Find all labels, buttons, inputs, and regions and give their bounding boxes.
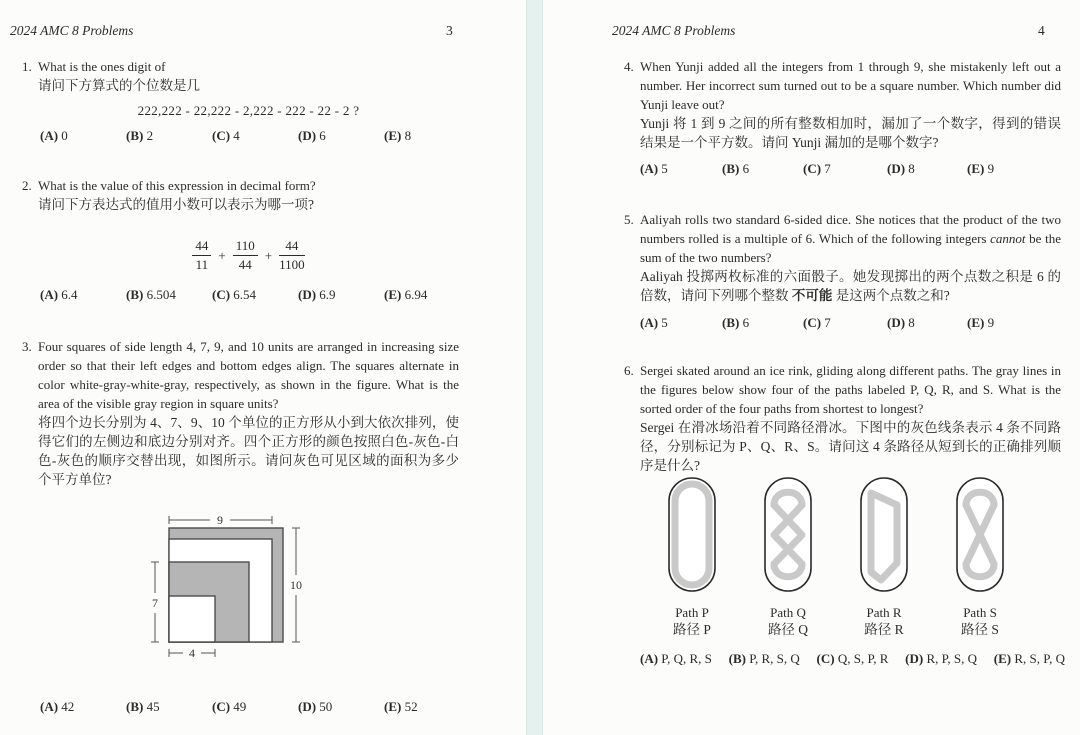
choice-e	[384, 697, 418, 716]
choice-label: (C)	[212, 287, 231, 302]
choice-value: 6.9	[319, 287, 336, 302]
choice-label: (D)	[298, 128, 317, 143]
denominator: 11	[195, 257, 209, 272]
choice-label: (C)	[803, 315, 822, 330]
numerator: 44	[192, 238, 211, 256]
rink-path-s-figure	[956, 477, 1004, 592]
choice-label: (D)	[298, 699, 317, 714]
dimension-label-left: 7	[152, 596, 158, 610]
plus-sign: +	[218, 248, 226, 263]
choice-value: R, P, S, Q	[926, 651, 978, 666]
rink-label-zh: 路径 P	[673, 622, 711, 637]
rink-label-en: Path P	[675, 605, 709, 620]
fraction-2	[233, 238, 258, 273]
problem-4-choices	[640, 159, 994, 178]
choice-b	[722, 313, 803, 332]
choice-value: 5	[661, 161, 668, 176]
choice-label: (C)	[816, 651, 835, 666]
text-zh-part: Aaliyah 投掷两枚标准的六面骰子。她发现掷出的两个点数之积是 6 的倍数，请问下列哪个整数	[640, 269, 1061, 303]
problem-5-choices	[640, 313, 994, 332]
problem-4-text-zh: Yunji 将 1 到 9 之间的所有整数相加时，漏加了一个数字，得到的错误结果是一个平方数。请问 Yunji 漏加的是哪个数字?	[640, 116, 1061, 150]
choice-value: 7	[824, 161, 831, 176]
choice-value: 6.54	[233, 287, 257, 302]
choice-e	[967, 159, 994, 178]
choice-label: (C)	[212, 699, 231, 714]
choice-label: (B)	[126, 699, 144, 714]
choice-value: 7	[824, 315, 831, 330]
choice-e	[967, 313, 994, 332]
problem-number: 2.	[22, 178, 32, 193]
nested-squares-figure	[130, 495, 320, 670]
rink-path-q	[748, 477, 828, 638]
choice-value: 42	[61, 699, 75, 714]
choice-label: (E)	[993, 651, 1012, 666]
choice-d	[887, 313, 967, 332]
page-header-title: 2024 AMC 8 Problems	[10, 23, 134, 38]
problem-6-choices	[640, 649, 1065, 668]
page-header-title: 2024 AMC 8 Problems	[612, 23, 736, 38]
choice-a	[640, 649, 712, 668]
rink-path-r-figure	[860, 477, 908, 592]
numerator: 44	[279, 238, 305, 256]
choice-c	[212, 697, 298, 716]
dimension-label-bottom: 4	[189, 646, 195, 660]
choice-label: (C)	[803, 161, 822, 176]
choice-label: (B)	[126, 287, 144, 302]
choice-label: (B)	[728, 651, 746, 666]
choice-value: 6	[742, 161, 750, 176]
problem-6-text-zh: Sergei 在滑冰场沿着不同路径滑冰。下图中的灰色线条表示 4 条不同路径，分别标记为 P、Q、R、S。请问这 4 条路径从短到长的正确排列顺序是什么?	[640, 420, 1061, 473]
problem-5-text-en	[640, 210, 1061, 267]
choice-d	[887, 159, 967, 178]
emphasized-word: cannot	[990, 231, 1026, 246]
choice-value: 6.504	[146, 287, 176, 302]
choice-label: (E)	[967, 161, 985, 176]
rink-path-p	[652, 477, 732, 638]
choice-label: (A)	[40, 128, 59, 143]
choice-a	[40, 697, 126, 716]
choice-value: 49	[233, 699, 247, 714]
dimension-label-right: 10	[290, 578, 302, 592]
choice-a	[40, 285, 126, 304]
choice-value: Q, S, P, R	[837, 651, 889, 666]
rink-label-zh: 路径 R	[864, 622, 904, 637]
rink-figures-row	[652, 477, 1020, 638]
problem-4-text-en: When Yunji added all the integers from 1 through 9, she mistakenly left out a number. Her incorrect sum turned out to be a square number. Which number did Yunji leave out?	[640, 59, 1061, 112]
rink-label-zh: 路径 Q	[767, 622, 809, 637]
problem-2-choices	[40, 285, 427, 304]
problem-6	[602, 361, 1080, 475]
choice-label: (D)	[298, 287, 317, 302]
choice-label: (B)	[722, 161, 740, 176]
fraction-3	[279, 238, 305, 273]
page-4	[602, 0, 1080, 735]
rink-path-q-figure	[764, 477, 812, 592]
text-en-part: Aaliyah rolls two standard 6-sided dice. She notices that the product of the two numbers rolled is a multiple of 6. Which of the following integers	[640, 212, 1061, 246]
numerator: 110	[233, 238, 258, 256]
choice-value: 8	[908, 315, 915, 330]
problem-2-text-zh: 请问下方表达式的值用小数可以表示为哪一项?	[38, 197, 314, 212]
problem-1-text-en: What is the ones digit of	[38, 59, 166, 74]
choice-value: 4	[233, 128, 240, 143]
choice-label: (B)	[722, 315, 740, 330]
rink-label-en: Path S	[963, 605, 997, 620]
choice-d	[298, 697, 384, 716]
choice-value: 9	[987, 161, 995, 176]
choice-c	[803, 159, 887, 178]
choice-label: (E)	[384, 699, 402, 714]
choice-value: 8	[908, 161, 915, 176]
square-4-white	[169, 596, 215, 642]
choice-label: (C)	[212, 128, 231, 143]
problem-1-text-zh: 请问下方算式的个位数是几	[38, 78, 200, 93]
choice-e	[994, 649, 1065, 668]
rink-path-s	[940, 477, 1020, 638]
denominator: 44	[238, 257, 252, 272]
choice-c	[803, 313, 887, 332]
problem-number: 6.	[624, 363, 634, 378]
page-3	[0, 0, 526, 735]
choice-value: 6	[319, 128, 326, 143]
choice-value: 8	[404, 128, 412, 143]
choice-label: (E)	[384, 287, 402, 302]
rink-label-en: Path Q	[770, 605, 806, 620]
choice-d	[298, 126, 384, 145]
choice-value: 45	[146, 699, 160, 714]
choice-label: (A)	[640, 651, 659, 666]
choice-value: 6	[742, 315, 750, 330]
emphasized-word-zh: 不可能	[791, 288, 833, 303]
page-number: 4	[1038, 23, 1045, 38]
choice-c	[212, 285, 298, 304]
plus-sign: +	[264, 248, 273, 263]
problem-number: 4.	[624, 59, 634, 74]
problem-3-choices	[40, 697, 418, 716]
choice-c	[817, 649, 889, 668]
problem-3-text-en: Four squares of side length 4, 7, 9, and 10 units are arranged in increasing size order so that their left edges and bottom edges align. The squares alternate in color white-gray-white-gray, respectively, as shown in the figure. What is the area of the visible gray region in square units?	[38, 339, 459, 411]
choice-value: P, Q, R, S	[661, 651, 712, 666]
choice-label: (A)	[640, 315, 659, 330]
choice-e	[384, 126, 411, 145]
choice-label: (D)	[887, 315, 906, 330]
dimension-label-top: 9	[217, 513, 223, 527]
problem-5	[602, 210, 1080, 305]
choice-b	[722, 159, 803, 178]
rink-label-zh: 路径 S	[961, 622, 999, 637]
problem-2-expression	[38, 238, 459, 273]
choice-label: (A)	[40, 287, 59, 302]
choice-a	[40, 126, 126, 145]
rink-label-en: Path R	[866, 605, 902, 620]
choice-value: 5	[661, 315, 668, 330]
choice-value: 2	[146, 128, 154, 143]
choice-label: (A)	[40, 699, 59, 714]
fraction-1	[192, 238, 211, 273]
text-zh-part: 是这两个点数之和?	[832, 288, 950, 303]
problem-4	[602, 57, 1080, 152]
choice-b	[729, 649, 800, 668]
choice-value: 50	[319, 699, 333, 714]
problem-6-text-en: Sergei skated around an ice rink, gliding along different paths. The gray lines in the figures below show four of the paths labeled P, Q, R, and S. What is the sorted order of the four paths from shortest to longest?	[640, 363, 1061, 416]
choice-a	[640, 159, 722, 178]
problem-number: 3.	[22, 339, 32, 354]
problem-number: 5.	[624, 212, 634, 227]
choice-a	[640, 313, 722, 332]
choice-label: (D)	[905, 651, 924, 666]
page-number: 3	[446, 23, 453, 38]
choice-d	[905, 649, 977, 668]
choice-label: (A)	[640, 161, 659, 176]
choice-b	[126, 697, 212, 716]
choice-c	[212, 126, 298, 145]
choice-value: P, R, S, Q	[749, 651, 800, 666]
denominator: 1100	[279, 257, 305, 272]
choice-value: 6.94	[404, 287, 428, 302]
problem-3-text-zh: 将四个边长分别为 4、7、9、10 个单位的正方形从小到大依次排列，使得它们的左侧边和底边分别对齐。四个正方形的颜色按照白色-灰色-白色-灰色的顺序交替出现，如图所示。请问灰色可见区域的面积为多少个平方单位?	[38, 415, 459, 487]
choice-label: (B)	[126, 128, 144, 143]
choice-value: 9	[987, 315, 995, 330]
problem-1	[0, 57, 526, 95]
choice-label: (E)	[384, 128, 402, 143]
choice-b	[126, 126, 212, 145]
rink-path-p-figure	[668, 477, 716, 592]
choice-label: (D)	[887, 161, 906, 176]
problem-1-expression: 222,222 - 22,222 - 2,222 - 222 - 22 - 2 ?	[137, 103, 360, 118]
problem-2-text-en: What is the value of this expression in decimal form?	[38, 178, 316, 193]
choice-e	[384, 285, 427, 304]
choice-d	[298, 285, 384, 304]
choice-value: 52	[404, 699, 418, 714]
problem-1-choices	[40, 126, 411, 145]
choice-b	[126, 285, 212, 304]
choice-value: 6.4	[61, 287, 78, 302]
problem-2	[0, 176, 526, 214]
rink-path-r	[844, 477, 924, 638]
text-en-part: be the sum of the two numbers?	[640, 231, 1061, 265]
problem-3	[0, 337, 526, 489]
problem-5-text-zh	[640, 267, 1061, 305]
problem-number: 1.	[22, 59, 32, 74]
choice-value: R, S, P, Q	[1014, 651, 1065, 666]
choice-label: (E)	[967, 315, 985, 330]
page-gutter	[526, 0, 543, 735]
choice-value: 0	[61, 128, 68, 143]
